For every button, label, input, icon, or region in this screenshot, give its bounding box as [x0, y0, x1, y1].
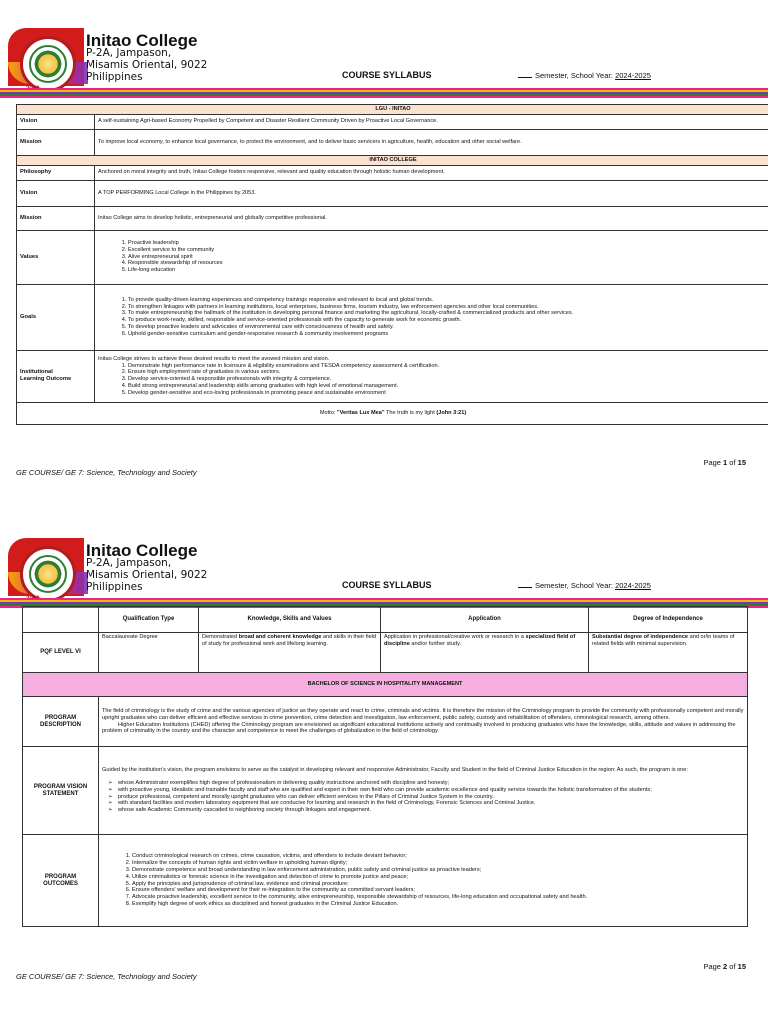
program-outcomes — [99, 835, 748, 927]
application-text: Application in professional/creative work or research in a specialized field of discipline and/or further study. — [381, 633, 589, 673]
lgu-vision-label: Vision — [17, 114, 95, 129]
program-table — [22, 606, 748, 927]
list-item: 4. Responsible stewardship of resources — [128, 260, 766, 267]
list-item: 1. To provide quality-driven learning experiences and competency trainings responsive and relevant to local and global trends. — [128, 297, 766, 304]
list-item: 4. Build strong entrepreneurial and leadership skills among graduates with high level of emotional management. — [128, 383, 766, 390]
list-item: 6. Ensure offenders' welfare and development for their re-integration to the community as committed servant leaders; — [132, 887, 744, 894]
college-name: Initao College — [86, 31, 198, 50]
mission-label: Mission — [17, 206, 95, 230]
independence-text: Substantial degree of independence and or/in teams of related fields with minimal supervision. — [589, 633, 748, 673]
list-item: 5. To develop proactive leaders and advocates of environmental care with consciousness of health and safety. — [128, 324, 766, 331]
list-item: 4. To produce work-ready, skilled, responsible and service-oriented professionals with the capacity to generate work for economic growth. — [128, 317, 766, 324]
vision-list — [102, 780, 744, 814]
col-ksv: Knowledge, Skills and Values — [199, 607, 381, 633]
pqf-level: PQF LEVEL VI — [23, 633, 99, 673]
syllabus-title: COURSE SYLLABUS — [342, 70, 432, 80]
school-year: 2024-2025 — [615, 581, 651, 590]
syllabus-title: COURSE SYLLABUS — [342, 580, 432, 590]
list-item: 2. Internalize the concepts of human rights and victim welfare in upholding human dignity; — [132, 860, 744, 867]
philosophy-label: Philosophy — [17, 165, 95, 180]
mission: Initao College aims to develop holistic, entrepreneurial and globally competitive professional. — [95, 206, 768, 230]
list-item: ➢ whose safe Academic Community cascaded to neighboring society through linkages and engagement. — [118, 807, 744, 814]
page-header — [0, 22, 768, 100]
college-header: INITAO COLLEGE — [17, 155, 768, 165]
program-description: The field of criminology is the study of crime and the various agencies of justice as they operate and react to crime, criminals and victims. It is therefore the mission of the Criminology program to provide the community with professionally competent and morally upright graduates who can deliver efficient and effective services in crime prevention, crime detection and investigation, law enforcement, public safety, custody and rehabilitation of offenders, criminological research, among others. Higher Education Institutions (CHED) offering the Criminology program are envisioned as significant educational institutions actively and continually involved in producing graduates who have the knowledge, skills, attitude and values in addressing the problem of criminality in the country and the character and competence to meet the challenges of globalization in the field of criminology. — [99, 697, 748, 747]
col-independence: Degree of Independence — [589, 607, 748, 633]
list-item: ➢ with standard facilities and modern laboratory equipment that are conducive for learning and research in the field of Criminology, Forensic Sciences and Criminal Justice. — [118, 800, 744, 807]
col-application: Application — [381, 607, 589, 633]
college-seal-icon — [20, 36, 76, 92]
vision-label: Vision — [17, 180, 95, 206]
lgu-mission-label: Mission — [17, 129, 95, 155]
list-item: 2. Ensure high employment rate of graduates in various sectors. — [128, 369, 766, 376]
list-item: 1. Demonstrate high performance rate in licensure & eligibility examinations and TESDA competency assessment & certification. — [128, 363, 766, 370]
semester-label: Semester, School Year: — [535, 581, 613, 590]
program-description-label: PROGRAM DESCRIPTION — [23, 697, 99, 747]
semester-label: Semester, School Year: — [535, 71, 613, 80]
ilo-intro: Initao College strives to achieve these desired results to meet the avowed mission and vision. — [98, 355, 330, 362]
footer-course: GE COURSE/ GE 7: Science, Technology and Society — [16, 972, 197, 981]
ilo-label: Institutional Learning Outcome — [17, 350, 95, 402]
qualification-type: Baccalaureate Degree — [99, 633, 199, 673]
syllabus-page-2 — [0, 512, 768, 1024]
list-item: ➢ whose Administrator exemplifies high degree of professionalism in delivering quality instructions anchored with discipline and honesty; — [118, 780, 744, 787]
college-name: Initao College — [86, 541, 198, 560]
address-line: P-2A, Jampason, — [86, 557, 172, 569]
address-line: Philippines — [86, 71, 143, 83]
list-item: 5. Life-long education — [128, 267, 766, 274]
program-vision-label: PROGRAM VISION STATEMENT — [23, 747, 99, 835]
list-item: 3. Develop service-oriented & responsible professionals with integrity & competence. — [128, 376, 766, 383]
list-item: ➢ with proactive young, idealistic and trainable faculty and staff who are qualified and expert in their own field who can provide academic excellence and quality service towards the holistic transformation of the students; — [118, 787, 744, 794]
list-item: 8. Exemplify high degree of work ethics as disciplined and honest graduates in the Criminal Justice Education. — [132, 901, 744, 908]
semester-line — [518, 71, 651, 80]
footer-course: GE COURSE/ GE 7: Science, Technology and Society — [16, 468, 197, 477]
vision: A TOP PERFORMING Local College in the Philippines by 2053. — [95, 180, 768, 206]
program-vision: Guided by the institution's vision, the program envisions to serve as the catalyst in developing relevant and responsive Administrator, Faculty and Student in the field of Criminal Justice Education in the region: As such, the program is one: ➢ whose Administrator exemplifies high degree of professionalism in delivering quality instructions anchored with discipline and honesty; ➢ with proactive young, idealistic and trainable faculty and staff who are qualified and expert in their own field who can provide academic excellence and quality service towards the holistic transformation of the students; ➢ produce professional, competent and morally upright graduates who can deliver efficient services in the Pillars of Criminal Justice System in the country. ➢ with standard facilities and modern laboratory equipment that are conducive for learning and research in the field of Criminology, Forensic Sciences and Criminal Justice. ➢ whose safe Academic Community cascaded to neighboring society through linkages and engagement. — [99, 747, 748, 835]
list-item: 1. Conduct criminological research on crimes, crime causation, victims, and offenders to include deviant behavior; — [132, 853, 744, 860]
school-year: 2024-2025 — [615, 71, 651, 80]
semester-line — [518, 581, 651, 590]
list-item: ➢ produce professional, competent and morally upright graduates who can deliver efficient services in the Pillars of Criminal Justice System in the country. — [118, 794, 744, 801]
list-item: 3. To make entrepreneurship the hallmark of the institution in developing personal finance and marketing the agricultural, locally-crafted & commercialized products and other services. — [128, 310, 766, 317]
goals-list — [98, 297, 766, 338]
lgu-mission: To improve local economy, to enhance local governance, to protect the environment, and to deliver basic servicers in agriculture, health, education and other social welfare. — [95, 129, 768, 155]
college-address — [86, 47, 207, 83]
lgu-header: LGU - INITAO — [17, 105, 768, 115]
page-number: Page 2 of 15 — [703, 962, 746, 971]
list-item: 7. Advocate proactive leadership, excellent service to the community, alive entrepreneurship, responsible stewardship of resources, life-long education and occupational safety and health. — [132, 894, 744, 901]
address-line: Philippines — [86, 581, 143, 593]
philosophy: Anchored on moral integrity and truth, Initao College fosters responsive, relevant and quality education through holistic human development. — [95, 165, 768, 180]
list-item: 3. Alive entrepreneurial spirit — [128, 254, 766, 261]
goals-label: Goals — [17, 284, 95, 350]
values-label: Values — [17, 230, 95, 284]
lgu-vision: A self-sustaining Agri-based Economy Propelled by Competent and Disaster Resilient Community Driven by Proactive Local Governance. — [95, 114, 768, 129]
program-outcomes-label: PROGRAM OUTCOMES — [23, 835, 99, 927]
college-seal-icon — [20, 546, 76, 602]
list-item: 3. Demonstrate competence and broad understanding in law enforcement administration, public safety and criminal justice as proactive leaders; — [132, 867, 744, 874]
address-line: Misamis Oriental, 9022 — [86, 569, 208, 581]
address-line: Misamis Oriental, 9022 — [86, 59, 208, 71]
page-number: Page 1 of 15 — [703, 458, 746, 467]
header-stripes — [0, 88, 768, 98]
college-address — [86, 557, 207, 593]
outcomes-list — [102, 853, 744, 907]
list-item: 4. Utilize criminalistics or forensic science in the investigation and detection of crime to promote justice and peace; — [132, 874, 744, 881]
blank-header — [23, 607, 99, 633]
page-header — [0, 532, 768, 610]
values-list — [98, 240, 766, 274]
list-item: 6. Uphold gender-sensitive curriculum and gender-responsive research & community involvement programs — [128, 331, 766, 338]
list-item: 5. Develop gender-sensitive and eco-loving professionals in promoting peace and sustainable environment — [128, 390, 766, 397]
institution-table — [16, 104, 768, 425]
list-item: 2. Excellent service to the community — [128, 247, 766, 254]
ilo-list — [98, 363, 766, 397]
address-line: P-2A, Jampason, — [86, 47, 172, 59]
ksv-text: Demonstrated broad and coherent knowledge and skills in their field of study for professional work and lifelong learning. — [199, 633, 381, 673]
col-qualification: Qualification Type — [99, 607, 199, 633]
motto: Motto: "Veritas Lux Mea" The truth is my light (John 3:21) — [17, 402, 768, 424]
list-item: 1. Proactive leadership — [128, 240, 766, 247]
list-item: 5. Apply the principles and jurisprudence of criminal law, evidence and criminal procedure; — [132, 881, 744, 888]
program-name: BACHELOR OF SCIENCE IN HOSPITALITY MANAGEMENT — [23, 673, 748, 697]
list-item: 2. To strengthen linkages with partners in learning institutions, local enterprises, business firms, tourism industry, law enforcement agencies and other local communities. — [128, 304, 766, 311]
